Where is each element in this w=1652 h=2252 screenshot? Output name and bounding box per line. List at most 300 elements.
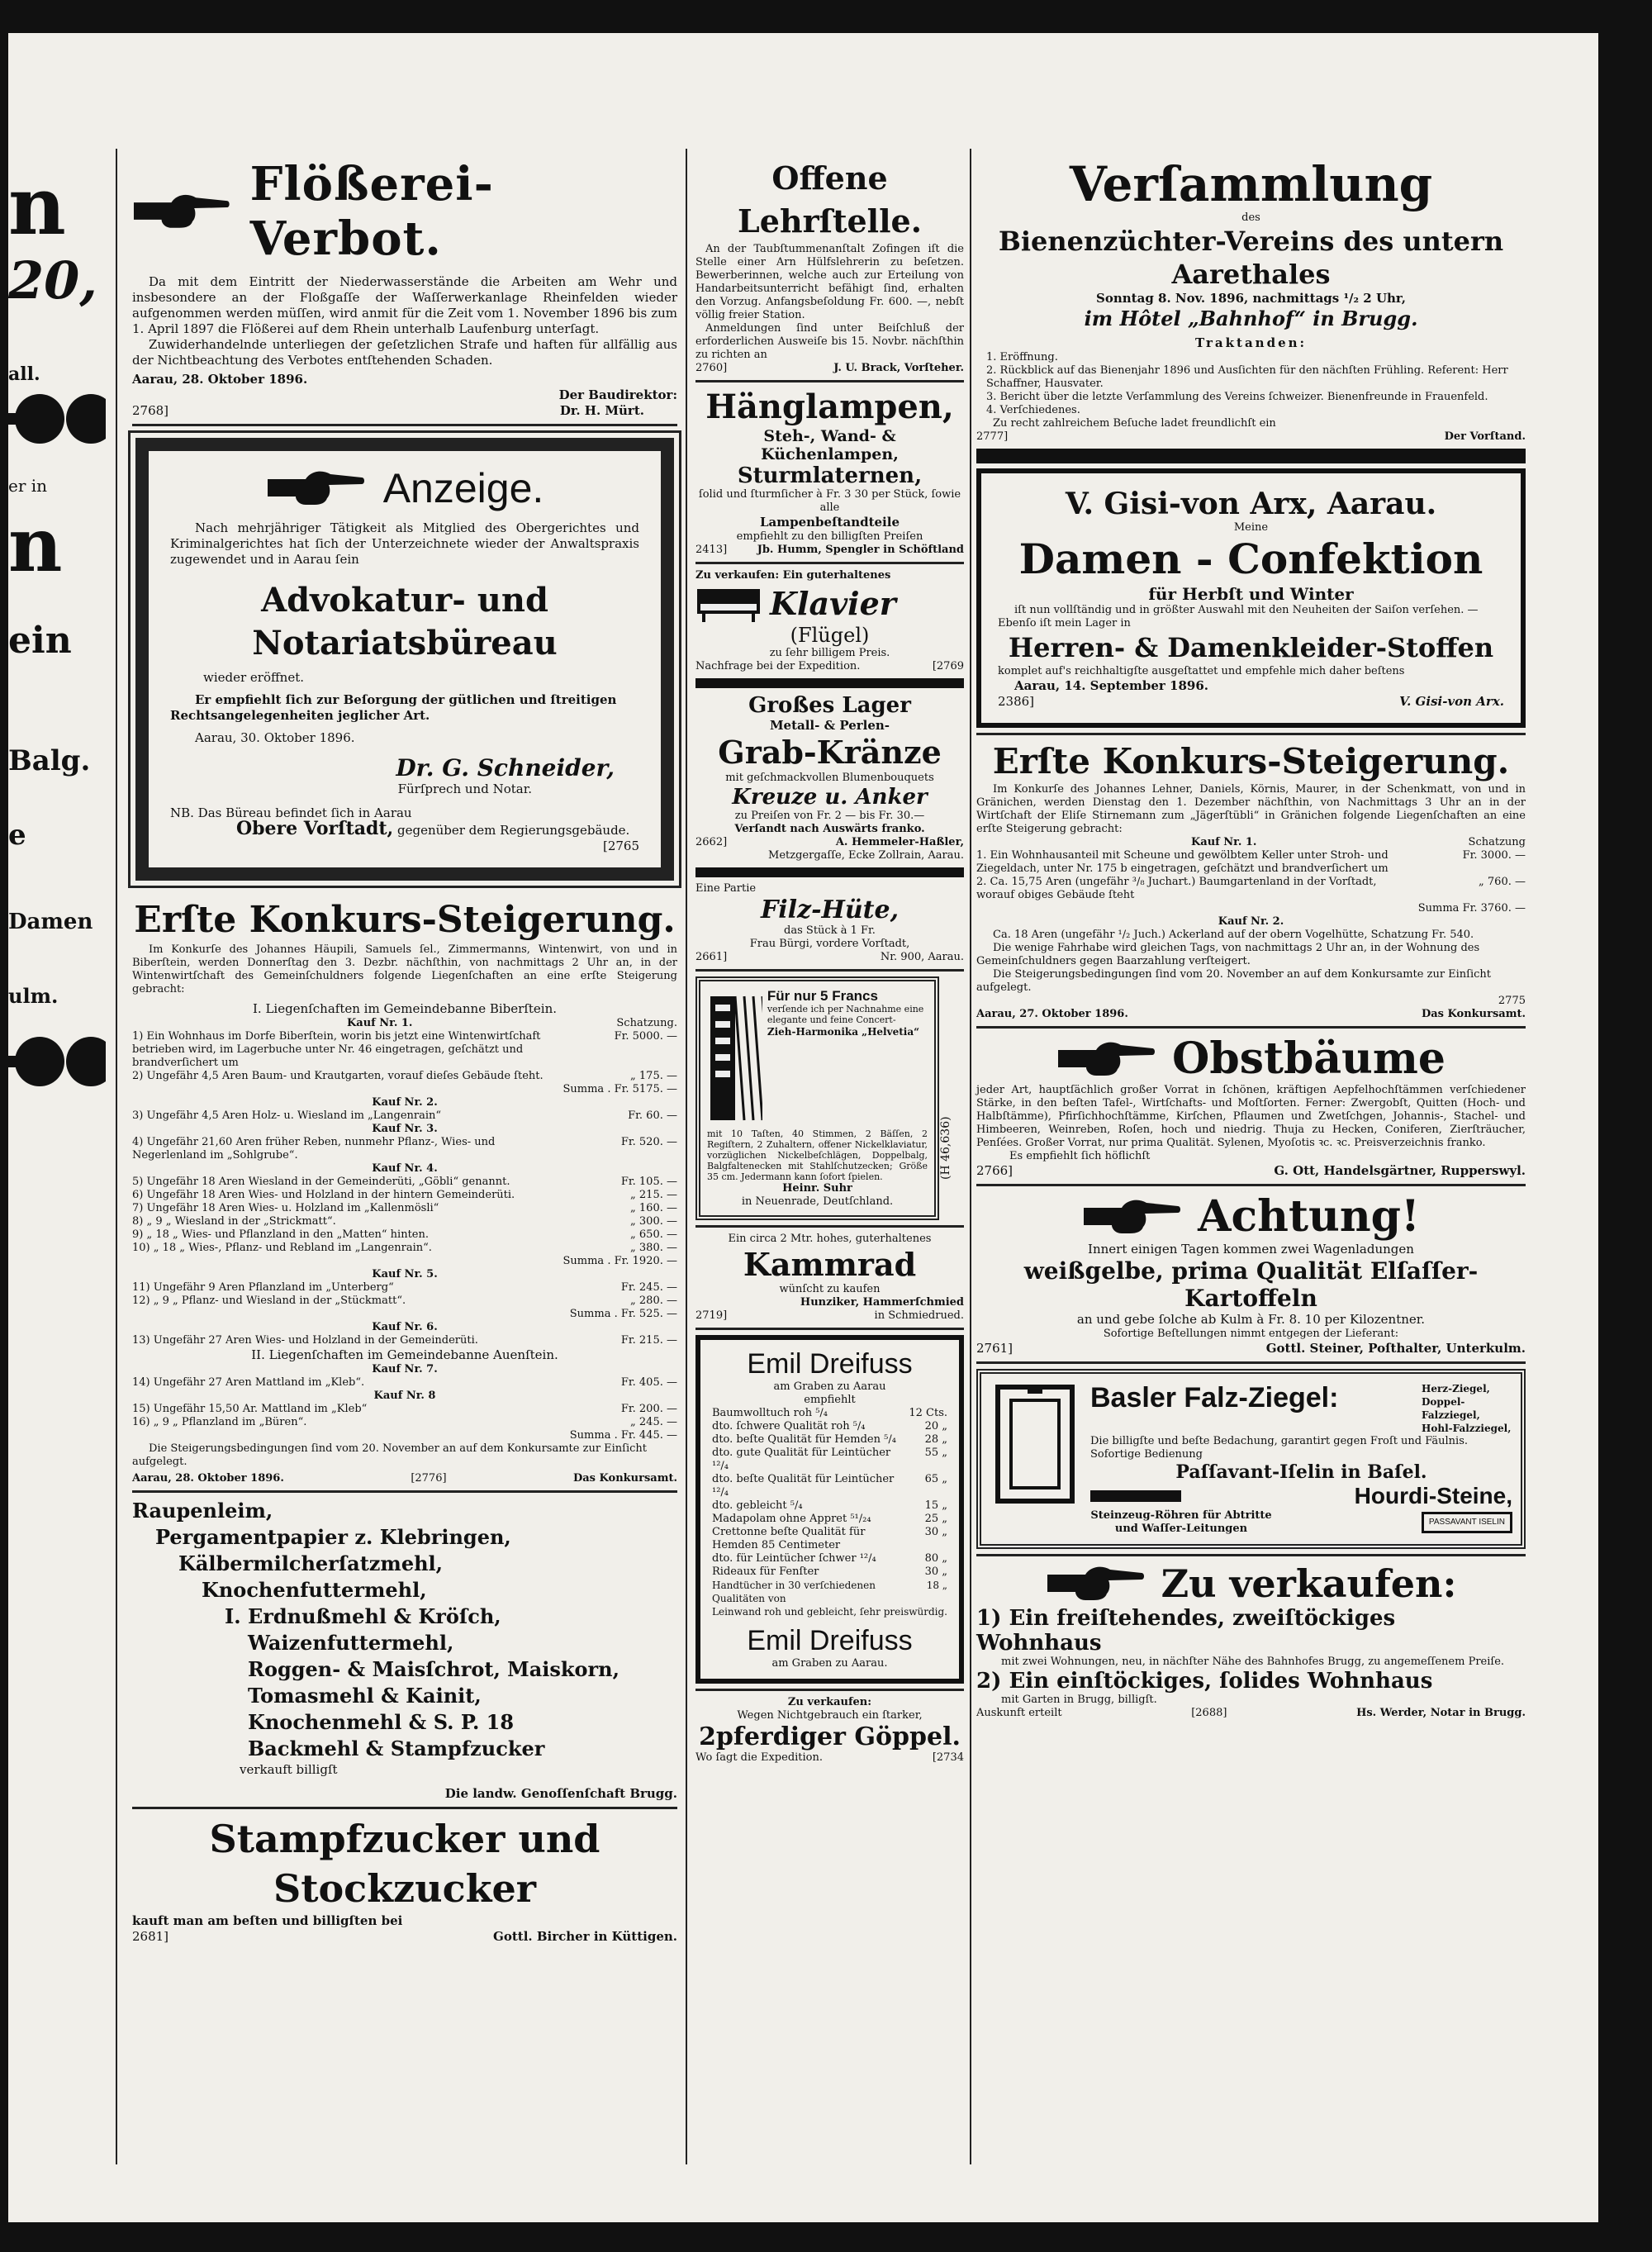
table-row (712, 1565, 947, 1579)
lehrstelle-body: An der Taubſtummenanſtalt Zofingen iſt die Stelle einer Arn Hülfslehrerin zu beſetzen. Bewerberinnen, welche auch zur Erteilung von Handarbeitsunterricht befähigt ſind, erhalten den Vorzug. Anfangsbeſoldung Fr. 600. —, nebſt völlig freier Station. (695, 243, 964, 321)
divider (132, 424, 677, 426)
klavier-text2: Nachfrage bei der Expedition. (695, 660, 861, 672)
haenglampen-text3: empfiehlt zu den billigſten Preiſen (736, 530, 923, 543)
accordion-icon (707, 988, 762, 1128)
falzziegel-roehren: Steinzeug-Röhren für Abtritte und Waſſer-Leitungen (1090, 1509, 1272, 1535)
lehrstelle-body2: Anmeldungen ſind unter Beiſchluß der erforderlichen Ausweiſe bis 15. Novbr. nächſthin zu richten an (695, 322, 964, 361)
konkurs1-lines5 (132, 1281, 677, 1308)
konkurs1-line14 (132, 1376, 677, 1390)
versammlung-closing: Zu recht zahlreichem Beſuche ladet freundlichſt ein (993, 417, 1276, 430)
klavier-title: Klavier (770, 584, 896, 622)
line-text: 14) Ungefähr 27 Aren Mattland im „Kleb“. (132, 1376, 365, 1389)
anzeige-recommend: Er empfiehlt ſich zur Beſorgung der gütlichen und ſtreitigen Rechtsangelegenheiten jeglicher Art. (170, 692, 617, 723)
konkurs2-kauf1: Kauf Nr. 1. (1191, 836, 1257, 848)
line-text: 9) „ 18 „ Wies- und Pflanzland in den „Matten“ hinten. (132, 1228, 429, 1241)
achtung-headline: weißgelbe, prima Qualität Elſaſſer-Kartoffeln (1023, 1257, 1479, 1312)
list-item: Waizenfuttermehl, (248, 1631, 454, 1655)
konkurs1-kauf6: Kauf Nr. 6. (372, 1321, 438, 1333)
versammlung-when: Sonntag 8. Nov. 1896, nachmittags ¹/₂ 2 Uhr, (1096, 291, 1406, 306)
strip-text: ulm. (8, 984, 59, 1008)
achtung-ad (976, 1191, 1526, 1356)
filzhuete-text3: Nr. 900, Aarau. (880, 951, 964, 963)
konkurs2-line3: Ca. 18 Aren (ungefähr ¹/₂ Juch.) Ackerland auf der obern Vogelhütte, Schatzung Fr. 540. (993, 929, 1474, 941)
line-amount: 30 „ (924, 1565, 947, 1578)
anzeige-headline: Advokatur- und Notariatsbüreau (252, 581, 558, 663)
harmonika-side-code: (H 46,636) (939, 1116, 952, 1180)
divider (695, 380, 964, 382)
list-item: Raupenleim, (132, 1499, 273, 1523)
genossenschaft-ad (132, 1498, 677, 1802)
dreifuss-title2: Emil Dreifuss (747, 1625, 913, 1656)
divider (976, 1361, 1526, 1364)
konkurs1-kauf2: Kauf Nr. 2. (372, 1096, 438, 1109)
stampfzucker-title: Stampfzucker und Stockzucker (209, 1817, 601, 1911)
falzziegel-firm: Paſſavant-Iſelin in Baſel. (1175, 1461, 1427, 1483)
gisi-signer: V. Gisi-von Arx. (1399, 694, 1504, 709)
kraenze-title: Grab-Kränze (718, 734, 942, 771)
anzeige-signer-role: Fürſprech und Notar. (397, 782, 532, 796)
line-text: Madapolam ohne Appret ⁵¹/₂₄ (712, 1513, 871, 1525)
konkurs1-kauf7: Kauf Nr. 7. (372, 1363, 438, 1375)
line-text: 13) Ungefähr 27 Aren Wies- und Holzland in der Gemeinderüti. (132, 1334, 478, 1347)
strip-text: e (8, 819, 26, 852)
table-row (132, 1416, 677, 1429)
haenglampen-sub2: Sturmlaternen, (737, 463, 923, 488)
line-amount: 20 „ (924, 1420, 947, 1432)
line-amount: „ 300. — (630, 1215, 677, 1228)
table-row (712, 1513, 947, 1526)
obstbaeume-ad (976, 1033, 1526, 1179)
konkurs1-line4 (132, 1136, 677, 1162)
dreifuss-title: Emil Dreifuss (747, 1348, 913, 1380)
harmonika-ad (695, 976, 952, 1220)
line-amount: Fr. 200. — (620, 1403, 677, 1415)
line-text: 3) Ungefähr 4,5 Aren Holz- u. Wiesland im „Langenrain“ (132, 1109, 442, 1122)
table-row (132, 1202, 677, 1215)
dreifuss-addr: am Graben zu Aarau (773, 1380, 886, 1393)
filzhuete-title: Filz-Hüte, (760, 896, 900, 924)
divider (695, 1328, 964, 1330)
line-text: 2) Ungefähr 4,5 Aren Baum- und Krautgarten, vorauf dieſes Gebäude ſteht. (132, 1070, 544, 1082)
lehrstelle-title: Offene Lehrſtelle. (738, 159, 922, 240)
anzeige-reopen: wieder eröffnet. (203, 670, 304, 685)
achtung-signer: Gottl. Steiner, Poſthalter, Unterkulm. (1265, 1341, 1526, 1356)
zuverkaufen-ad (976, 1561, 1526, 1720)
konkurs1-lines1 (132, 1030, 677, 1083)
anzeige-nb: NB. Das Büreau befindet ſich in Aarau (170, 805, 412, 820)
list-item: 2. Rückblick auf das Bienenjahr 1896 und Ausſichten für den nächſten Frühling. Referent: Herr Schaffner, Hausvater. (986, 364, 1508, 390)
kammrad-ref: 2719] (695, 1309, 728, 1322)
line-text: dto. ſchwere Qualität roh ⁵/₄ (712, 1420, 866, 1432)
pointing-hand-icon (1082, 1196, 1181, 1238)
line-amount: Fr. 245. — (620, 1281, 677, 1294)
flosserei-body: Da mit dem Eintritt der Niederwasserstände die Arbeiten am Wehr und insbesondere an der Floßgaſſe der Waſſerwerkanlage Rheinfelden wieder aufgenommen werden müſſen, wird anmit für die Zeit vom 1. November 1896 bis zum 1. April 1897 die Flößerei auf dem Rhein unterhalb Laufenburg unterſagt. (132, 274, 677, 336)
falzziegel-hourdi: Hourdi-Steine, (1354, 1483, 1512, 1508)
konkurs2-intro: Im Konkurſe des Johannes Lehner, Daniels, Körnis, Maurer, in der Schenkmatt, von und in Gränichen, werden Dienstag den 1. Dezember nächſthin, von Nachmittags 3 Uhr an in der Wirtſchaft der Eliſe Stirnemann zum „Jägerſtübli“ in Gränichen folgende Liegenſchaften an eine erſte Steigerung gebracht: (976, 783, 1526, 835)
zuverkaufen-text: Auskunft erteilt (976, 1707, 1062, 1719)
goeppel-ref: [2734 (932, 1751, 964, 1764)
ornament-icon (8, 390, 106, 448)
konkurs1-line13 (132, 1334, 677, 1347)
anzeige-ref: [2765 (602, 839, 639, 853)
konkurs1-kauf4: Kauf Nr. 4. (372, 1162, 438, 1175)
konkurs1-closing: Die Steigerungsbedingungen ſind vom 20. November an auf dem Konkursamte zur Einſicht aufgelegt. (132, 1442, 648, 1468)
konkurs1-title: Erſte Konkurs-Steigerung. (134, 899, 676, 941)
harmonika-signer2: in Neuenrade, Deutſchland. (741, 1195, 894, 1208)
versammlung-where: im Hôtel „Bahnhof“ in Brugg. (1084, 306, 1418, 330)
list-item: 4. Verſchiedenes. (986, 404, 1080, 416)
filzhuete-ad (695, 882, 964, 964)
falzziegel-side: Herz-Ziegel, Doppel-Falzziegel, Hohl-Falzziegel, (1422, 1383, 1512, 1434)
divider (695, 1225, 964, 1228)
haenglampen-ref: 2413] (695, 544, 728, 556)
pointing-hand-icon (132, 191, 230, 232)
versammlung-ad (976, 157, 1526, 444)
konkurs1-kauf1: Kauf Nr. 1. (347, 1017, 413, 1029)
line-text: dto. beſte Qualität für Leintücher ¹²/₄ (712, 1473, 895, 1499)
falzziegel-stamp: PASSAVANT ISELIN (1422, 1512, 1512, 1533)
line-text: dto. gebleicht ⁵/₄ (712, 1499, 803, 1512)
konkurs1-intro: Im Konkurſe des Johannes Häupili, Samuels ſel., Zimmermanns, Wintenwirt, von und in Biberſtein, werden Donnerſtag den 3. Dezbr. nächſthin, von nachmittags 2 Uhr an, in der Wintenwirtſchaft des Gemeinſchuldners folgende Liegenſchaften an eine erſte Steigerung gebracht: (132, 943, 677, 995)
klavier-head: Zu verkaufen: Ein guterhaltenes (695, 569, 891, 582)
gisi-ad (976, 468, 1526, 728)
line-amount: Fr. 105. — (620, 1176, 677, 1188)
line-text: Baumwolltuch roh ⁵/₄ (712, 1407, 828, 1419)
line-amount: „ 215. — (630, 1189, 677, 1201)
line-amount: 28 „ (924, 1433, 947, 1446)
harmonika-brand: Zieh-Harmonika „Helvetia“ (767, 1026, 919, 1038)
falzziegel-text: Die billigſte und beſte Bedachung, garantirt gegen Froſt und Fäulnis. Sofortige Bedienung (1090, 1435, 1468, 1461)
table-row (712, 1433, 947, 1447)
gisi-place-date: Aarau, 14. September 1896. (1014, 678, 1208, 693)
anzeige-signer: Dr. G. Schneider, (396, 754, 615, 782)
scan-edge (1598, 0, 1652, 2252)
divider-bar (695, 867, 964, 877)
column-c (695, 157, 964, 1765)
line-amount: 15 „ (924, 1499, 947, 1512)
klavier-ad (695, 569, 964, 673)
table-row (132, 1189, 677, 1202)
dreifuss-addr2: am Graben zu Aarau. (771, 1657, 888, 1670)
column-rule (970, 149, 971, 2164)
piano-icon (695, 582, 762, 624)
gisi-title: V. Gisi-von Arx, Aarau. (1065, 487, 1437, 521)
konkurs1-schatzung: Schatzung. (616, 1017, 677, 1029)
table-row (132, 1281, 677, 1295)
goeppel-text: Wegen Nichtgebrauch ein ſtarker, (737, 1709, 923, 1722)
strip-ornament (8, 1033, 106, 1094)
konkurs2-ref: 2775 (1498, 995, 1526, 1007)
zuverkaufen-ref: [2688] (1191, 1707, 1227, 1719)
achtung-text3: Sofortige Beſtellungen nimmt entgegen der Lieferant: (1103, 1328, 1399, 1340)
table-row (132, 1176, 677, 1189)
table-row (712, 1473, 947, 1499)
table-row (712, 1499, 947, 1513)
achtung-title: Achtung! (1198, 1191, 1420, 1242)
left-strip (8, 159, 106, 1094)
versammlung-ref: 2777] (976, 430, 1009, 443)
line-amount: Fr. 3000. — (1462, 849, 1526, 862)
line-text: dto. gute Qualität für Leintücher ¹²/₄ (712, 1447, 891, 1472)
falzziegel-ad (976, 1369, 1526, 1549)
obstbaeume-signer: G. Ott, Handelsgärtner, Rupperswyl. (1274, 1163, 1526, 1178)
konkurs2-signer: Das Konkursamt. (1421, 1008, 1526, 1020)
line-amount: „ 380. — (630, 1242, 677, 1254)
harmonika-text: verſende ich per Nachnahme eine elegante und feine Concert- (767, 1004, 924, 1025)
line-amount: 55 „ (924, 1447, 947, 1459)
anzeige-street2: gegenüber dem Regierungsgebäude. (396, 823, 630, 838)
dreifuss-recommend: empfiehlt (804, 1394, 856, 1406)
kraenze-text2: zu Preiſen von Fr. 2 — bis Fr. 30.— (734, 810, 925, 822)
gisi-text2: komplet auf's reichhaltigſte ausgeſtattet und empfehle mich daher beſtens (998, 665, 1405, 677)
lehrstelle-ref: 2760] (695, 362, 728, 374)
line-amount: „ 175. — (630, 1070, 677, 1082)
konkurs2-place-date: Aarau, 27. Oktober 1896. (976, 1008, 1128, 1020)
line-text: 2. Ca. 15,75 Aren (ungefähr ³/₈ Juchart.) Baumgartenland in der Vorſtadt, worauf obiges Gebäude ſteht (976, 876, 1377, 901)
line-text: 1) Ein Wohnhaus im Dorfe Biberſtein, worin bis jetzt eine Wintenwirtſchaft betrieben wird, im Lagerbuche unter Nr. 46 eingetragen, geſchätzt und brandverſichert um (132, 1030, 541, 1069)
line-text: 8) „ 9 „ Wiesland in der „Strickmatt“. (132, 1215, 336, 1228)
dreifuss-hand: Handtücher in 30 verſchiedenen Qualitäten von (712, 1580, 876, 1604)
line-amount: Fr. 60. — (628, 1109, 677, 1122)
dreifuss-ad (695, 1335, 964, 1684)
list-item: 3. Bericht über die letzte Verſammlung des Vereins ſchweizer. Bienenfreunde in Frauenfeld. (986, 391, 1488, 403)
divider (695, 1689, 964, 1691)
kammrad-text: wünſcht zu kaufen (779, 1283, 881, 1295)
table-row (976, 876, 1526, 902)
konkurs2-title: Erſte Konkurs-Steigerung. (992, 741, 1510, 782)
divider-bar (695, 678, 964, 688)
strip-text: Damen (8, 910, 93, 934)
gisi-ref: 2386] (998, 694, 1035, 709)
konkurs1-kauf3: Kauf Nr. 3. (372, 1123, 438, 1135)
strip-letter: n (8, 501, 63, 589)
kammrad-ad (695, 1233, 964, 1323)
line-amount: 25 „ (924, 1513, 947, 1525)
kraenze-head: Großes Lager (748, 693, 911, 718)
konkurs1-sum8: Summa . Fr. 445. — (569, 1429, 677, 1442)
flosserei-place-date: Aarau, 28. Oktober 1896. (132, 372, 308, 387)
line-text: 12) „ 9 „ Pflanz- und Wiesland in der „Stückmatt“. (132, 1295, 406, 1307)
kammrad-title: Kammrad (743, 1246, 917, 1283)
table-row (132, 1030, 677, 1070)
pointing-hand-icon (266, 468, 365, 509)
dreifuss-items (712, 1407, 947, 1579)
flosserei-signer-title: Der Baudirektor: (558, 387, 677, 402)
haenglampen-text2: Lampenbeſtandteile (759, 515, 900, 530)
line-amount: „ 160. — (630, 1202, 677, 1214)
lehrstelle-ad (695, 157, 964, 375)
kraenze-sub: Metall- & Perlen- (769, 718, 890, 733)
column-d (976, 157, 1526, 1720)
konkurs1-kauf5: Kauf Nr. 5. (372, 1268, 438, 1280)
strip-letter-n: n (8, 159, 66, 253)
haenglampen-signer: Jb. Humm, Spengler in Schöftland (757, 544, 964, 556)
line-text: Rideaux für Fenſter (712, 1565, 819, 1578)
goeppel-title: 2pferdiger Göppel. (699, 1722, 961, 1751)
stampfzucker-signer: Gottl. Bircher in Küttigen. (493, 1929, 677, 1944)
roof-tile-icon (990, 1382, 1080, 1506)
konkurs2-kauf2: Kauf Nr. 2. (1218, 915, 1284, 928)
divider (976, 1184, 1526, 1186)
line-text: 15) Ungefähr 15,50 Ar. Mattland im „Kleb“ (132, 1403, 368, 1415)
zuverkaufen-item1: 1) Ein freiſtehendes, zweiſtöckiges Wohnhaus (976, 1606, 1396, 1656)
obstbaeume-ref: 2766] (976, 1163, 1014, 1178)
falzziegel-title: Basler Falz-Ziegel: (1090, 1382, 1339, 1413)
obstbaeume-text2: Es empfiehlt ſich höflichſt (1009, 1150, 1151, 1162)
ornament-icon (8, 1033, 106, 1090)
flosserei-ad (132, 157, 677, 419)
kraenze-title2: Kreuze u. Anker (732, 785, 928, 810)
konkurs1-place-date: Aarau, 28. Oktober 1896. (132, 1472, 284, 1485)
gisi-headline2: Herren- & Damenkleider-Stoffen (1008, 632, 1494, 663)
list-item: Kälbermilcherſatzmehl, (178, 1551, 444, 1575)
kraenze-signer2: Metzgergaſſe, Ecke Zollrain, Aarau. (768, 849, 964, 862)
zuverkaufen-signer: Hs. Werder, Notar in Brugg. (1356, 1707, 1526, 1719)
konkurs1-line3 (132, 1109, 677, 1123)
achtung-text2: an und gebe ſolche ab Kulm à Fr. 8. 10 per Kilozentner. (1076, 1312, 1426, 1327)
line-text: 1. Ein Wohnhausanteil mit Scheune und gewölbtem Keller unter Stroh- und Ziegeldach, unter Nr. 175 b eingetragen, geſchätzt und brandverſichert um (976, 849, 1389, 875)
genossenschaft-sold: verkauft billigſt (240, 1762, 338, 1777)
list-item: Backmehl & Stampfzucker (248, 1737, 545, 1760)
zuverkaufen-item1b: mit zwei Wohnungen, neu, in nächſter Nähe des Bahnhofes Brugg, zu angemeſſenem Preiſe. (1001, 1656, 1505, 1668)
konkurs2-closing: Die Steigerungsbedingungen ſind vom 20. November an auf dem Konkursamte zur Einſicht aufgelegt. (976, 968, 1492, 994)
obstbaeume-text: jeder Art, hauptſächlich großer Vorrat in ſchönen, kräftigen Aepfelhochſtämmen verſchiedener Stärke, in den beſten Tafel-, Wirtſchafts- und Moſtſorten. Ferner: Zwergobſt, Quitten (Hoch- und Halbſtämme), Pfirſichhochſtämme, Kirſchen, Pflaumen und Zwetſchgen, Johannis-, Stachel- und Himbeeren, Weinreben, Roſen, hoch und niedrig. Thuja zu Hecken, Coniferen, Zierſträucher, Penſées. Großer Vorrat, nur prima Qualität. Sylenen, Myoſotis ꝛc. ꝛc. Preisverzeichnis franko. (976, 1084, 1526, 1149)
anzeige-place-date: Aarau, 30. Oktober 1896. (195, 730, 355, 745)
obstbaeume-title: Obstbäume (1172, 1033, 1446, 1084)
haenglampen-ad (695, 387, 964, 557)
newspaper-page (8, 33, 1598, 2222)
konkurs1-sum4: Summa . Fr. 1920. — (563, 1255, 677, 1267)
list-item: Knochenfuttermehl, (202, 1578, 427, 1602)
line-amount: 65 „ (924, 1473, 947, 1485)
harmonika-title: Für nur 5 Francs (767, 988, 878, 1004)
filzhuete-text2: Frau Bürgi, vordere Vorſtadt, (749, 938, 910, 950)
dreifuss-leinwand: Leinwand roh und gebleicht, ſehr preiswürdig. (712, 1606, 947, 1618)
table-row (132, 1295, 677, 1308)
konkurs1-sum1: Summa . Fr. 5175. — (563, 1083, 677, 1095)
konkurs2-fahrhabe: Die wenige Fahrhabe wird gleichen Tags, von nachmittags 2 Uhr an, in der Wohnung des Gemeinſchuldners gegen Baarzahlung verſteigert. (976, 942, 1480, 967)
kraenze-ref: 2662] (695, 836, 728, 848)
line-text: 5) Ungefähr 18 Aren Wiesland in der Gemeinderüti, „Göbli“ genannt. (132, 1176, 510, 1188)
divider (132, 1490, 677, 1493)
stampfzucker-ad (132, 1814, 677, 1945)
list-item: Tomasmehl & Kainit, (248, 1684, 482, 1708)
strip-text: all. (8, 363, 40, 385)
versammlung-title: Verſammlung (1069, 156, 1433, 212)
gisi-meine: Meine (1233, 521, 1269, 534)
genossenschaft-signer: Die landw. Genoſſenſchaft Brugg. (444, 1786, 677, 1801)
table-row (712, 1552, 947, 1565)
anzeige-title: Anzeige. (382, 465, 544, 511)
goeppel-ad (695, 1696, 964, 1765)
kraenze-ad (695, 693, 964, 862)
goeppel-head: Zu verkaufen: (787, 1696, 872, 1708)
line-text: 11) Ungefähr 9 Aren Pflanzland im „Unterberg“ (132, 1281, 394, 1294)
table-row (712, 1447, 947, 1473)
table-row (712, 1407, 947, 1420)
divider (976, 1026, 1526, 1029)
list-item: Roggen- & Maisſchrot, Maiskorn, (248, 1657, 620, 1681)
line-amount: 80 „ (924, 1552, 947, 1565)
divider (695, 562, 964, 564)
flosserei-signer: Dr. H. Mürt. (559, 403, 644, 418)
konkurs1-ref: [2776] (411, 1472, 447, 1485)
genossenschaft-items (132, 1498, 677, 1762)
klavier-text: zu ſehr billigem Preis. (769, 647, 890, 659)
kraenze-text: mit geſchmackvollen Blumenbouquets (725, 772, 934, 784)
line-amount: „ 280. — (630, 1295, 677, 1307)
line-text: 4) Ungefähr 21,60 Aren früher Reben, nunmehr Pflanz-, Wies- und Negerlenland im „Sohlgrube“. (132, 1136, 496, 1162)
achtung-ref: 2761] (976, 1341, 1014, 1356)
zuverkaufen-item2: 2) Ein einſtöckiges, ſolides Wohnhaus (976, 1669, 1433, 1694)
line-amount: Fr. 520. — (620, 1136, 677, 1148)
column-rule (116, 149, 117, 2164)
table-row (132, 1242, 677, 1255)
line-amount: 12 Cts. (909, 1407, 947, 1419)
harmonika-signer: Heinr. Suhr (782, 1182, 852, 1195)
flosserei-body2: Zuwiderhandelnde unterliegen der geſetzlichen Strafe und haften für allfällig aus der Nichtbeachtung des Verbotes entſtehenden Schaden. (132, 337, 677, 368)
strip-text: Balg. (8, 744, 91, 777)
versammlung-trak: Traktanden: (1194, 335, 1308, 350)
list-item: 1. Eröffnung. (986, 351, 1058, 363)
flosserei-ref: 2768] (132, 403, 169, 418)
table-row (712, 1526, 947, 1552)
konkurs1-signer: Das Konkursamt. (572, 1472, 677, 1485)
column-b (132, 157, 677, 1945)
line-amount: Fr. 405. — (620, 1376, 677, 1389)
versammlung-sub: Bienenzüchter-Vereins des untern Aarethales (998, 226, 1504, 290)
flosserei-title: Flößerei-Verbot. (249, 157, 494, 266)
divider-bar (976, 449, 1526, 463)
achtung-text: Innert einigen Tagen kommen zwei Wagenladungen (1088, 1242, 1414, 1257)
table-row (132, 1228, 677, 1242)
konkurs1-kauf8: Kauf Nr. 8 (373, 1390, 436, 1402)
anzeige-intro: Nach mehrjähriger Tätigkeit als Mitglied des Obergerichtes und Kriminalgerichtes hat ſich der Unterzeichnete wieder der Anwaltspraxis zugewendet und in Aarau ſein (170, 520, 639, 567)
anzeige-street: Obere Vorſtadt, (236, 818, 394, 839)
list-item: Pergamentpapier z. Klebringen, (155, 1525, 511, 1549)
table-row (712, 1420, 947, 1433)
haenglampen-text: ſolid und ſturmſicher à Fr. 3 30 per Stück, ſowie alle (698, 488, 961, 514)
konkurs2-ad (976, 740, 1526, 1021)
line-text: 10) „ 18 „ Wies-, Pflanz- und Rebland im „Langenrain“. (132, 1242, 432, 1254)
konkurs1-ad (132, 897, 677, 1485)
haenglampen-title: Hänglampen, (705, 387, 954, 426)
gisi-headline: Damen - Confektion (1018, 534, 1483, 583)
list-item: Knochenmehl & S. P. 18 (248, 1710, 515, 1734)
klavier-sub: (Flügel) (790, 624, 870, 647)
dreifuss-hand-price: 18 „ (926, 1580, 947, 1591)
table-row (132, 1403, 677, 1416)
line-amount: „ 650. — (630, 1228, 677, 1241)
line-amount: Fr. 215. — (620, 1334, 677, 1347)
goeppel-text2: Wo ſagt die Expedition. (695, 1751, 824, 1764)
gisi-sub: für Herbſt und Winter (1148, 584, 1354, 604)
line-amount: Fr. 5000. — (614, 1030, 677, 1043)
konkurs1-lines4 (132, 1176, 677, 1255)
divider (976, 1554, 1526, 1556)
konkurs2-sum: Summa Fr. 3760. — (1417, 902, 1526, 915)
kraenze-signer: A. Hemmeler-Haßler, (835, 836, 964, 848)
versammlung-des: des (1241, 211, 1260, 224)
line-text: Crettonne beſte Qualität für Hemden 85 Centimeter (712, 1526, 866, 1551)
versammlung-signer: Der Vorſtand. (1444, 430, 1526, 443)
zuverkaufen-title: Zu verkaufen: (1161, 1561, 1457, 1606)
pointing-hand-icon (1046, 1563, 1145, 1604)
filzhuete-head: Eine Partie (695, 882, 757, 895)
divider (695, 969, 964, 972)
stampfzucker-ref: 2681] (132, 1929, 169, 1944)
pipe-icon (1090, 1485, 1181, 1507)
